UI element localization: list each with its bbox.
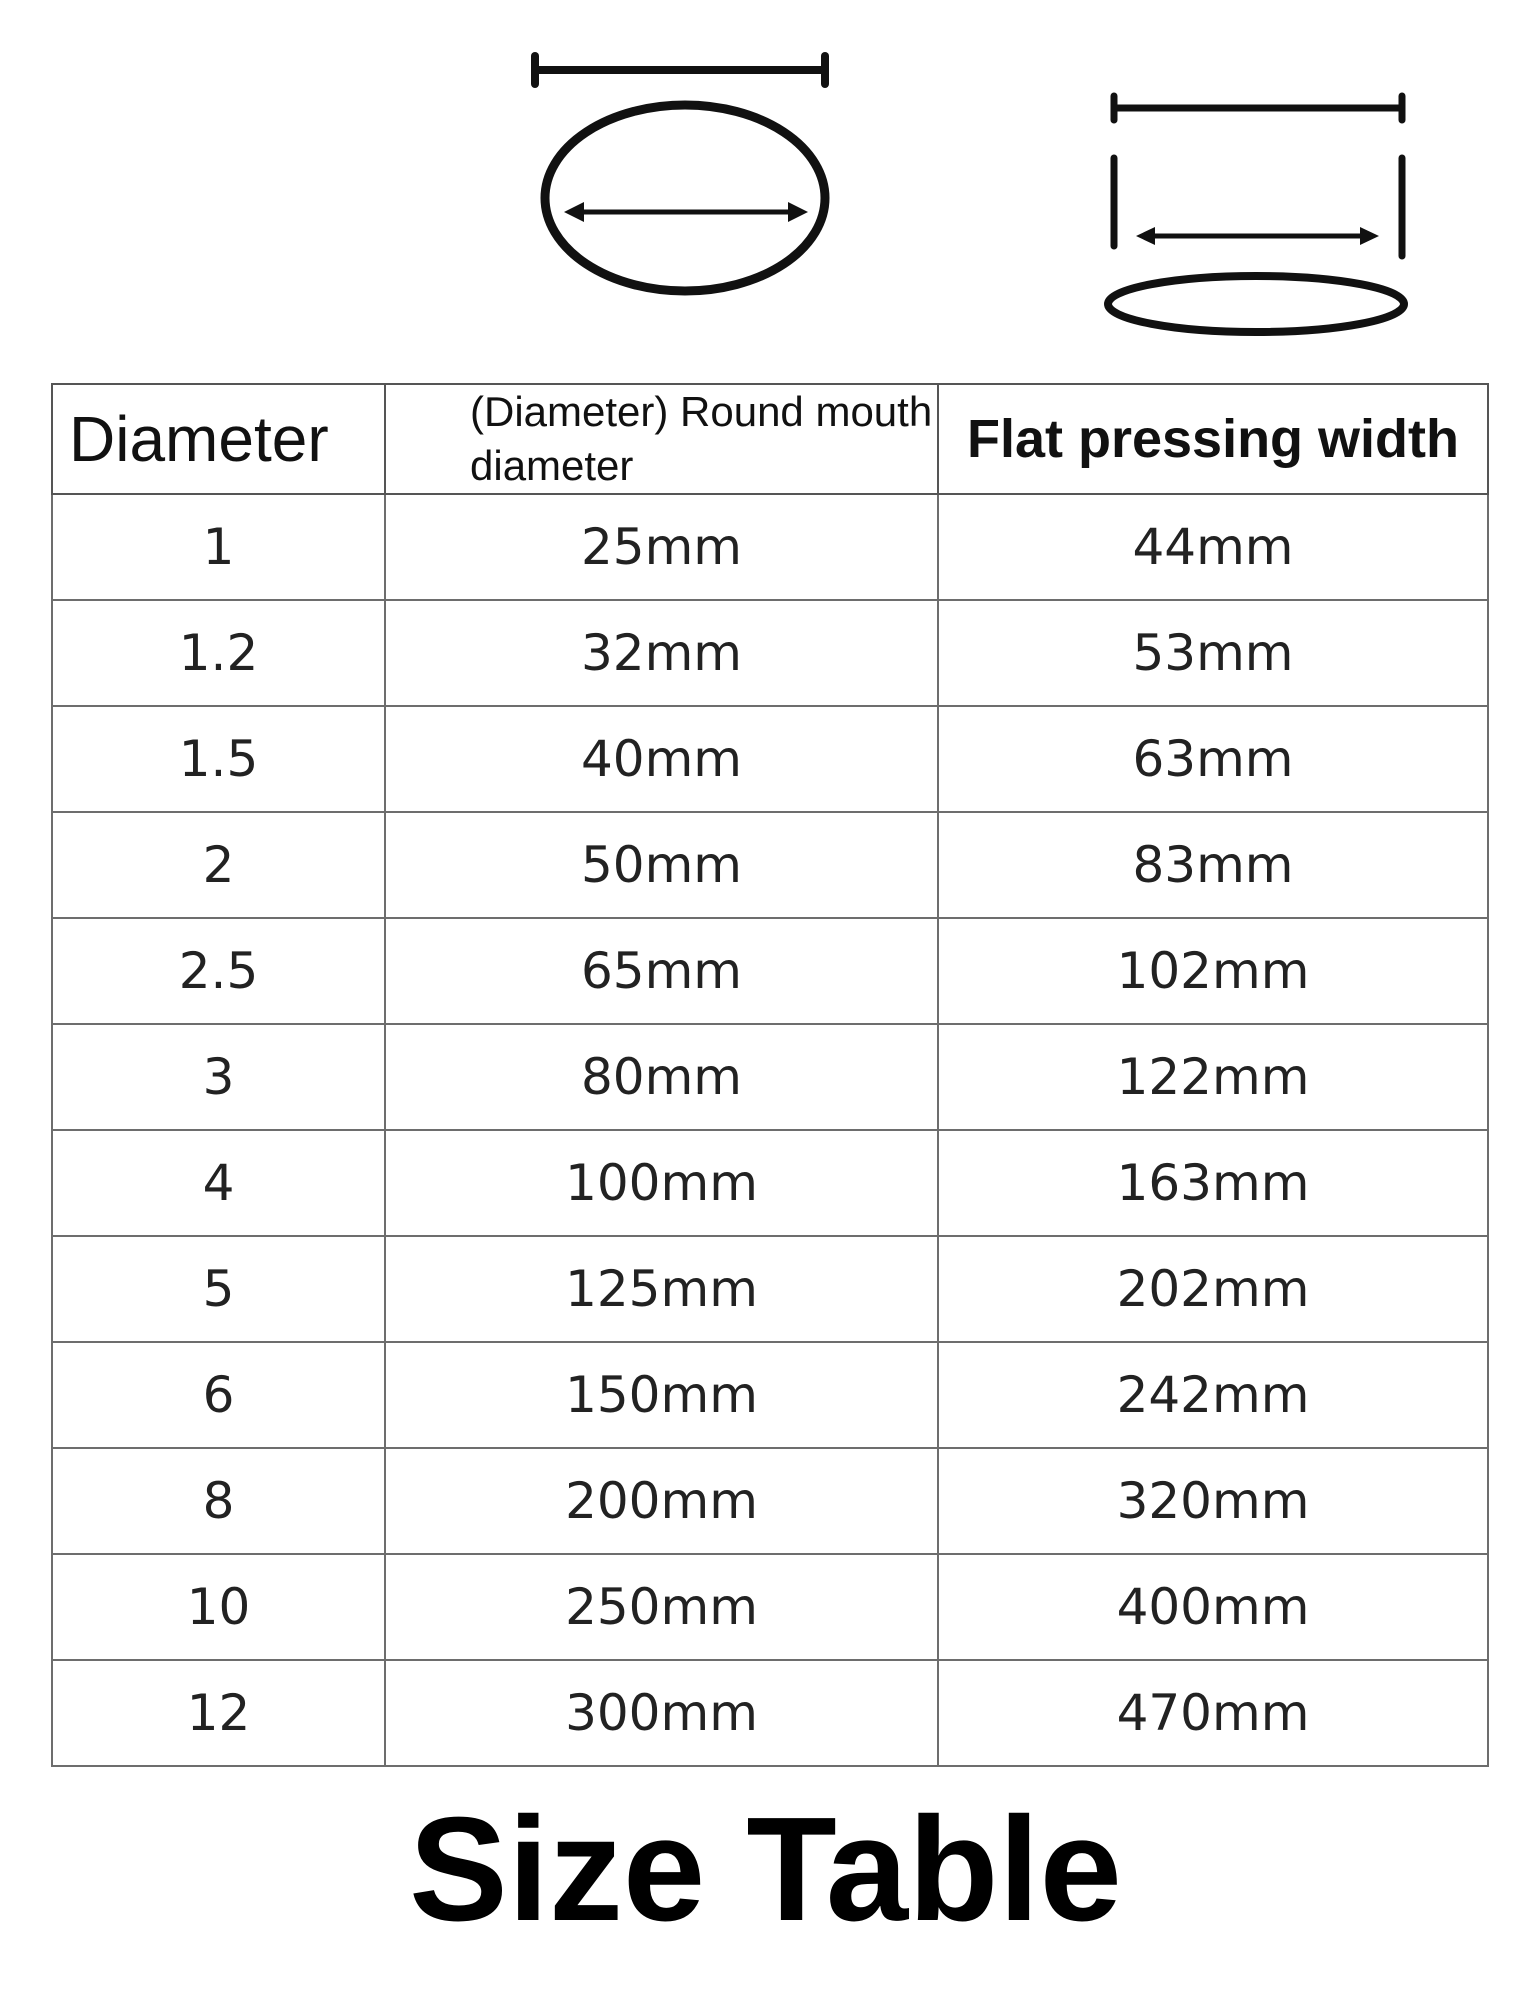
cell-round-mouth-diameter: 150mm [385,1342,938,1448]
cell-flat-pressing-width: 202mm [938,1236,1488,1342]
cell-flat-pressing-width: 102mm [938,918,1488,1024]
cell-flat-pressing-width: 400mm [938,1554,1488,1660]
cell-diameter: 4 [52,1130,385,1236]
cell-flat-pressing-width: 242mm [938,1342,1488,1448]
cell-flat-pressing-width: 163mm [938,1130,1488,1236]
cell-round-mouth-diameter: 80mm [385,1024,938,1130]
cell-diameter: 10 [52,1554,385,1660]
table-row [52,1024,1488,1130]
cell-round-mouth-diameter: 32mm [385,600,938,706]
cell-diameter: 5 [52,1236,385,1342]
table-row [52,1554,1488,1660]
header-diameter: Diameter [52,384,385,494]
cell-round-mouth-diameter: 200mm [385,1448,938,1554]
table-row [52,494,1488,600]
cell-diameter: 1.2 [52,600,385,706]
table-row [52,812,1488,918]
cell-diameter: 8 [52,1448,385,1554]
header-flat-pressing-width: Flat pressing width [938,384,1488,494]
cell-round-mouth-diameter: 300mm [385,1660,938,1766]
cell-round-mouth-diameter: 250mm [385,1554,938,1660]
cell-round-mouth-diameter: 100mm [385,1130,938,1236]
cell-diameter: 3 [52,1024,385,1130]
table-row [52,1130,1488,1236]
cell-round-mouth-diameter: 125mm [385,1236,938,1342]
cell-round-mouth-diameter: 40mm [385,706,938,812]
table-row [52,1660,1488,1766]
table-row [52,600,1488,706]
table-row [52,1448,1488,1554]
cell-flat-pressing-width: 44mm [938,494,1488,600]
header-round-mouth-diameter: (Diameter) Round mouth diameter [385,384,938,494]
cell-diameter: 1 [52,494,385,600]
cell-round-mouth-diameter: 65mm [385,918,938,1024]
cell-diameter: 2.5 [52,918,385,1024]
cell-flat-pressing-width: 320mm [938,1448,1488,1554]
flat-pressing-width-icon [1108,96,1404,332]
cell-diameter: 2 [52,812,385,918]
table-row [52,706,1488,812]
cell-flat-pressing-width: 83mm [938,812,1488,918]
measurement-diagram [0,0,1531,370]
cell-round-mouth-diameter: 25mm [385,494,938,600]
cell-diameter: 1.5 [52,706,385,812]
table-row [52,1342,1488,1448]
cell-flat-pressing-width: 470mm [938,1660,1488,1766]
cell-flat-pressing-width: 63mm [938,706,1488,812]
header-row [52,384,1488,494]
cell-flat-pressing-width: 122mm [938,1024,1488,1130]
cell-diameter: 6 [52,1342,385,1448]
page-title: Size Table [409,1787,1122,1952]
cell-flat-pressing-width: 53mm [938,600,1488,706]
size-table [51,383,1489,1767]
table-row [52,918,1488,1024]
table-row [52,1236,1488,1342]
table-body [52,494,1488,1766]
cell-diameter: 12 [52,1660,385,1766]
round-mouth-diameter-icon [535,56,825,291]
cell-round-mouth-diameter: 50mm [385,812,938,918]
